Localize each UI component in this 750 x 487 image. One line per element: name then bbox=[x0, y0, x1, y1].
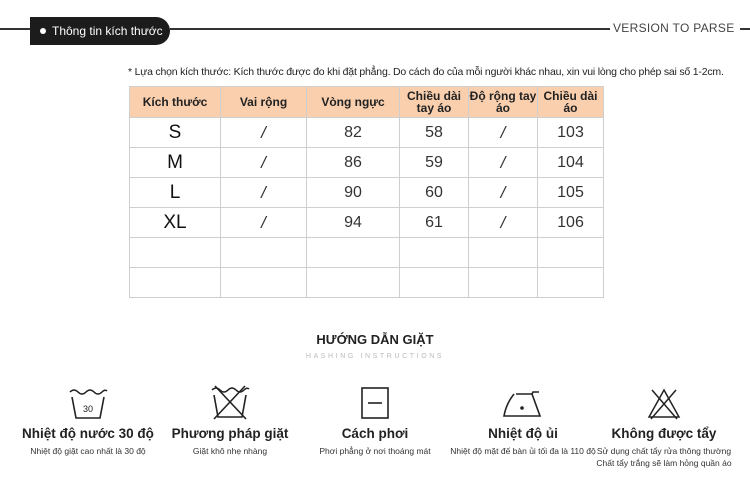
care-item-bleach bbox=[589, 380, 739, 469]
no-machine-wash-icon bbox=[155, 380, 305, 420]
cell-sleeve-length: 58 bbox=[400, 118, 469, 148]
cell-chest: 94 bbox=[307, 208, 400, 238]
cell-empty bbox=[221, 238, 307, 268]
table-row bbox=[130, 118, 604, 148]
cell-empty bbox=[469, 238, 538, 268]
cell-size: L bbox=[130, 178, 221, 208]
table-row bbox=[130, 208, 604, 238]
cell-shoulder: / bbox=[221, 118, 307, 148]
cell-chest: 86 bbox=[307, 148, 400, 178]
cell-empty bbox=[130, 238, 221, 268]
care-item-ironing bbox=[448, 380, 598, 457]
care-desc: Sử dụng chất tẩy rửa thông thường bbox=[596, 446, 732, 456]
bullet-icon bbox=[40, 28, 46, 34]
cell-sleeve-width: / bbox=[469, 148, 538, 178]
cell-sleeve-width: / bbox=[469, 208, 538, 238]
table-row bbox=[130, 148, 604, 178]
care-name: Cách phơi bbox=[341, 426, 409, 441]
care-item-drying bbox=[300, 380, 450, 457]
care-desc: Nhiệt độ mặt đế bàn ủi tối đa là 110 độ bbox=[450, 446, 596, 456]
cell-shoulder: / bbox=[221, 178, 307, 208]
cell-length: 103 bbox=[538, 118, 604, 148]
cell-size: XL bbox=[130, 208, 221, 238]
care-desc-2: Chất tẩy trắng sẽ làm hỏng quần áo bbox=[596, 458, 732, 468]
cell-size: S bbox=[130, 118, 221, 148]
cell-length: 104 bbox=[538, 148, 604, 178]
size-table bbox=[129, 86, 604, 298]
cell-shoulder: / bbox=[221, 148, 307, 178]
size-table-header bbox=[130, 87, 604, 118]
cell-length: 106 bbox=[538, 208, 604, 238]
header-shoulder: Vai rộng bbox=[221, 87, 307, 118]
header-sleeve-width: Độ rộng tay áo bbox=[469, 87, 538, 118]
cell-empty bbox=[221, 268, 307, 298]
header-line-right bbox=[170, 28, 610, 30]
header-sleeve-length: Chiều dài tay áo bbox=[400, 87, 469, 118]
care-name: Phương pháp giặt bbox=[171, 426, 289, 441]
cell-sleeve-width: / bbox=[469, 178, 538, 208]
washing-title: HƯỚNG DẪN GIẶT bbox=[316, 332, 434, 347]
cell-empty bbox=[400, 238, 469, 268]
header-chest: Vòng ngực bbox=[307, 87, 400, 118]
cell-length: 105 bbox=[538, 178, 604, 208]
care-desc: Nhiệt độ giặt cao nhất là 30 độ bbox=[30, 446, 146, 456]
cell-empty bbox=[307, 238, 400, 268]
cell-empty bbox=[538, 268, 604, 298]
cell-shoulder: / bbox=[221, 208, 307, 238]
cell-chest: 90 bbox=[307, 178, 400, 208]
wash-30-icon bbox=[13, 380, 163, 420]
care-item-wash bbox=[13, 380, 163, 457]
header-line-left bbox=[0, 28, 30, 30]
care-desc: Giặt khô nhẹ nhàng bbox=[192, 446, 268, 456]
header-line-tail bbox=[740, 28, 750, 30]
cell-sleeve-length: 61 bbox=[400, 208, 469, 238]
flat-dry-icon bbox=[300, 380, 450, 420]
washing-subtitle: HASHING INSTRUCTIONS bbox=[305, 353, 445, 360]
cell-empty bbox=[538, 238, 604, 268]
cell-empty bbox=[307, 268, 400, 298]
version-label: VERSION TO PARSE bbox=[613, 21, 735, 35]
iron-icon bbox=[448, 380, 598, 420]
care-desc: Phơi phẳng ở nơi thoáng mát bbox=[319, 446, 431, 456]
table-row-empty bbox=[130, 238, 604, 268]
cell-sleeve-length: 59 bbox=[400, 148, 469, 178]
care-name: Nhiệt độ nước 30 độ bbox=[22, 426, 154, 441]
care-name: Không được tẩy bbox=[611, 426, 717, 441]
table-row-empty bbox=[130, 268, 604, 298]
measurement-note: * Lựa chọn kích thước: Kích thước được đo khi đặt phẳng. Do cách đo của mỗi người khác nhau, xin vui lòng cho phép sai số 1-2cm. bbox=[128, 66, 724, 78]
header-size: Kích thước bbox=[130, 87, 221, 118]
care-item-method bbox=[155, 380, 305, 457]
cell-sleeve-length: 60 bbox=[400, 178, 469, 208]
table-row bbox=[130, 178, 604, 208]
section-tab-label: Thông tin kích thước bbox=[52, 24, 163, 38]
cell-empty bbox=[130, 268, 221, 298]
svg-text:30: 30 bbox=[82, 404, 94, 414]
cell-sleeve-width: / bbox=[469, 118, 538, 148]
no-bleach-icon bbox=[589, 380, 739, 420]
cell-chest: 82 bbox=[307, 118, 400, 148]
care-name: Nhiệt độ ủi bbox=[488, 426, 558, 441]
section-tab bbox=[30, 17, 170, 45]
cell-size: M bbox=[130, 148, 221, 178]
header-length: Chiều dài áo bbox=[538, 87, 604, 118]
cell-empty bbox=[469, 268, 538, 298]
cell-empty bbox=[400, 268, 469, 298]
